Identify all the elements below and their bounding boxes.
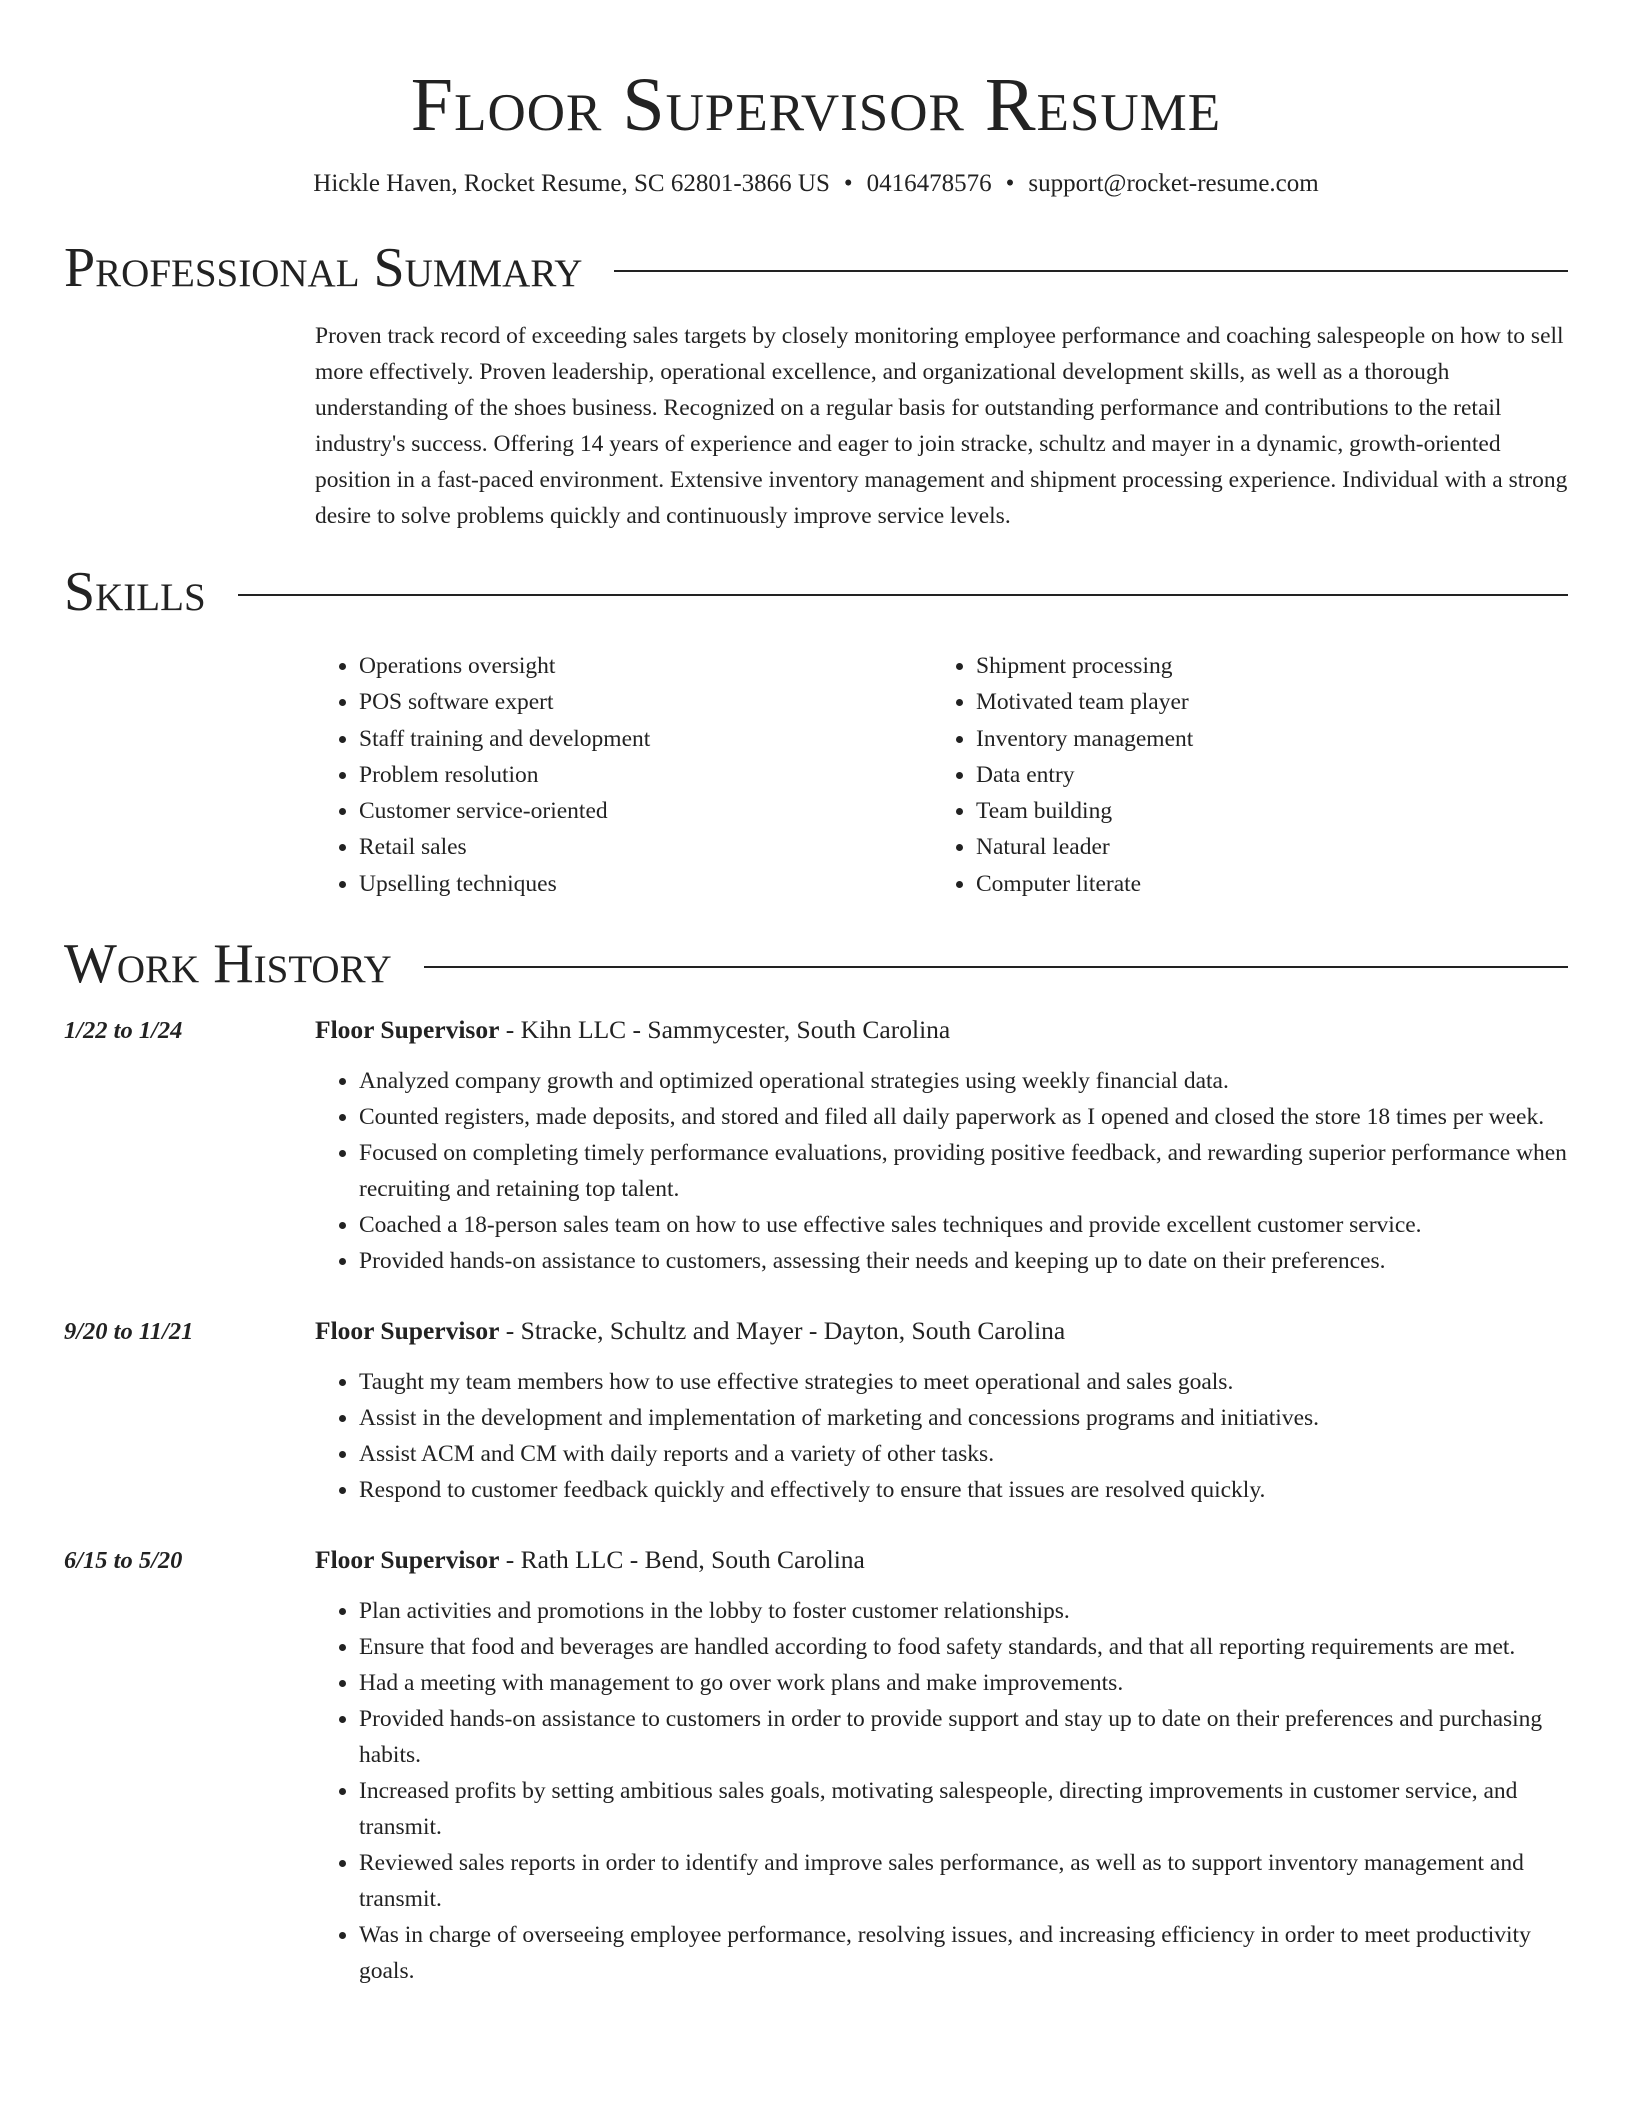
skill-item: • Motivated team player bbox=[976, 684, 1546, 720]
skill-item: • Retail sales bbox=[359, 829, 932, 865]
skill-item: • Staff training and development bbox=[359, 721, 932, 757]
contact-line bbox=[64, 168, 1568, 200]
job-bullet: • Respond to customer feedback quickly and effectively to ensure that issues are resolved quickly. bbox=[359, 1472, 1568, 1508]
job-dates: 9/20 to 11/21 bbox=[64, 1318, 194, 1346]
skill-item: • Computer literate bbox=[976, 866, 1546, 902]
skill-item: • Operations oversight bbox=[359, 648, 932, 684]
address-text: Hickle Haven, Rocket Resume, SC 62801-3866 US bbox=[313, 170, 830, 197]
job-header bbox=[64, 1012, 1568, 1049]
job-details: - Kihn LLC - Sammycester, South Carolina bbox=[499, 1015, 951, 1045]
skill-item: • Shipment processing bbox=[976, 648, 1546, 684]
job-entry bbox=[64, 1542, 1568, 1989]
job-bullet: • Assist in the development and implementation of marketing and concessions programs and initiatives. bbox=[359, 1400, 1568, 1436]
job-bullet: • Taught my team members how to use effective strategies to meet operational and sales goals. bbox=[359, 1364, 1568, 1400]
job-dates: 6/15 to 5/20 bbox=[64, 1547, 183, 1575]
skill-item: • Data entry bbox=[976, 757, 1546, 793]
skill-item: • Natural leader bbox=[976, 829, 1546, 865]
resume-page bbox=[64, 0, 1568, 1989]
skill-item: • Inventory management bbox=[976, 721, 1546, 757]
job-bullet: • Had a meeting with management to go over work plans and make improvements. bbox=[359, 1665, 1568, 1701]
job-title-line bbox=[315, 1313, 1065, 1349]
job-bullets bbox=[315, 1063, 1568, 1279]
skill-item: • Problem resolution bbox=[359, 757, 932, 793]
job-bullet: • Coached a 18-person sales team on how to use effective sales techniques and provide excellent customer service. bbox=[359, 1207, 1568, 1243]
section-divider bbox=[238, 594, 1568, 596]
job-bullet: • Was in charge of overseeing employee performance, resolving issues, and increasing efficiency in order to meet productivity goals. bbox=[359, 1917, 1568, 1989]
summary-text: Proven track record of exceeding sales targets by closely monitoring employee performance and coaching salespeople on how to sell more effectively. Proven leadership, operational excellence, and organizational development skills, as well as a thorough understanding of the shoes business. Recognized on a regular basis for outstanding performance and contributions to the retail industry's success. Offering 14 years of experience and eager to join stracke, schultz and mayer in a dynamic, growth-oriented position in a fast-paced environment. Extensive inventory management and shipment processing experience. Individual with a strong desire to solve problems quickly and continuously improve service levels. bbox=[315, 323, 1568, 529]
job-bullet: • Increased profits by setting ambitious sales goals, motivating salespeople, directing improvements in customer service, and transmit. bbox=[359, 1773, 1568, 1845]
job-title: Floor Supervisor bbox=[315, 1316, 500, 1346]
skills-section-header bbox=[64, 560, 1568, 624]
job-bullet: • Provided hands-on assistance to customers, assessing their needs and keeping up to date on their preferences. bbox=[359, 1243, 1568, 1279]
skill-item: • POS software expert bbox=[359, 684, 932, 720]
work-heading: Work History bbox=[64, 933, 392, 996]
job-bullets bbox=[315, 1364, 1568, 1508]
skill-item: • Upselling techniques bbox=[359, 866, 932, 902]
job-bullets bbox=[315, 1593, 1568, 1989]
job-dates: 1/22 to 1/24 bbox=[64, 1017, 183, 1045]
job-bullet: • Assist ACM and CM with daily reports and a variety of other tasks. bbox=[359, 1436, 1568, 1472]
section-divider bbox=[424, 966, 1568, 968]
separator-dot: • bbox=[1005, 170, 1015, 197]
job-details: - Stracke, Schultz and Mayer - Dayton, South Carolina bbox=[499, 1316, 1066, 1346]
job-bullet: • Provided hands-on assistance to customers in order to provide support and stay up to date on their preferences and purchasing habits. bbox=[359, 1701, 1568, 1773]
job-entry bbox=[64, 1313, 1568, 1508]
skills-column-left bbox=[315, 648, 932, 902]
resume-title: Floor Supervisor Resume bbox=[410, 63, 1222, 147]
job-bullet: • Reviewed sales reports in order to identify and improve sales performance, as well as to support inventory management and transmit. bbox=[359, 1845, 1568, 1917]
job-bullet: • Ensure that food and beverages are handled according to food safety standards, and that all reporting requirements are met. bbox=[359, 1629, 1568, 1665]
separator-dot: • bbox=[843, 170, 853, 197]
skills-column-right bbox=[932, 648, 1546, 902]
job-title: Floor Supervisor bbox=[315, 1015, 500, 1045]
skills-list bbox=[315, 648, 1568, 902]
job-title-line bbox=[315, 1012, 950, 1048]
job-entry bbox=[64, 1012, 1568, 1279]
job-bullet: • Counted registers, made deposits, and stored and filed all daily paperwork as I opened and closed the store 18 times per week. bbox=[359, 1099, 1568, 1135]
job-header bbox=[64, 1313, 1568, 1350]
summary-heading: Professional Summary bbox=[64, 237, 583, 299]
job-title-line bbox=[315, 1542, 865, 1578]
job-bullet: • Analyzed company growth and optimized operational strategies using weekly financial data. bbox=[359, 1063, 1568, 1099]
skill-item: • Customer service-oriented bbox=[359, 793, 932, 829]
section-divider bbox=[614, 270, 1568, 272]
job-title: Floor Supervisor bbox=[315, 1545, 500, 1575]
skill-item: • Team building bbox=[976, 793, 1546, 829]
job-bullet: • Plan activities and promotions in the lobby to foster customer relationships. bbox=[359, 1593, 1568, 1629]
job-details: - Rath LLC - Bend, South Carolina bbox=[499, 1545, 865, 1575]
job-header bbox=[64, 1542, 1568, 1579]
summary-section-header bbox=[64, 236, 1568, 300]
phone-text: 0416478576 bbox=[866, 170, 992, 197]
job-bullet: • Focused on completing timely performance evaluations, providing positive feedback, and rewarding superior performance when recruiting and retaining top talent. bbox=[359, 1135, 1568, 1207]
work-section-header bbox=[64, 932, 1568, 996]
skills-heading: Skills bbox=[64, 561, 206, 623]
email-text: support@rocket-resume.com bbox=[1028, 170, 1319, 197]
